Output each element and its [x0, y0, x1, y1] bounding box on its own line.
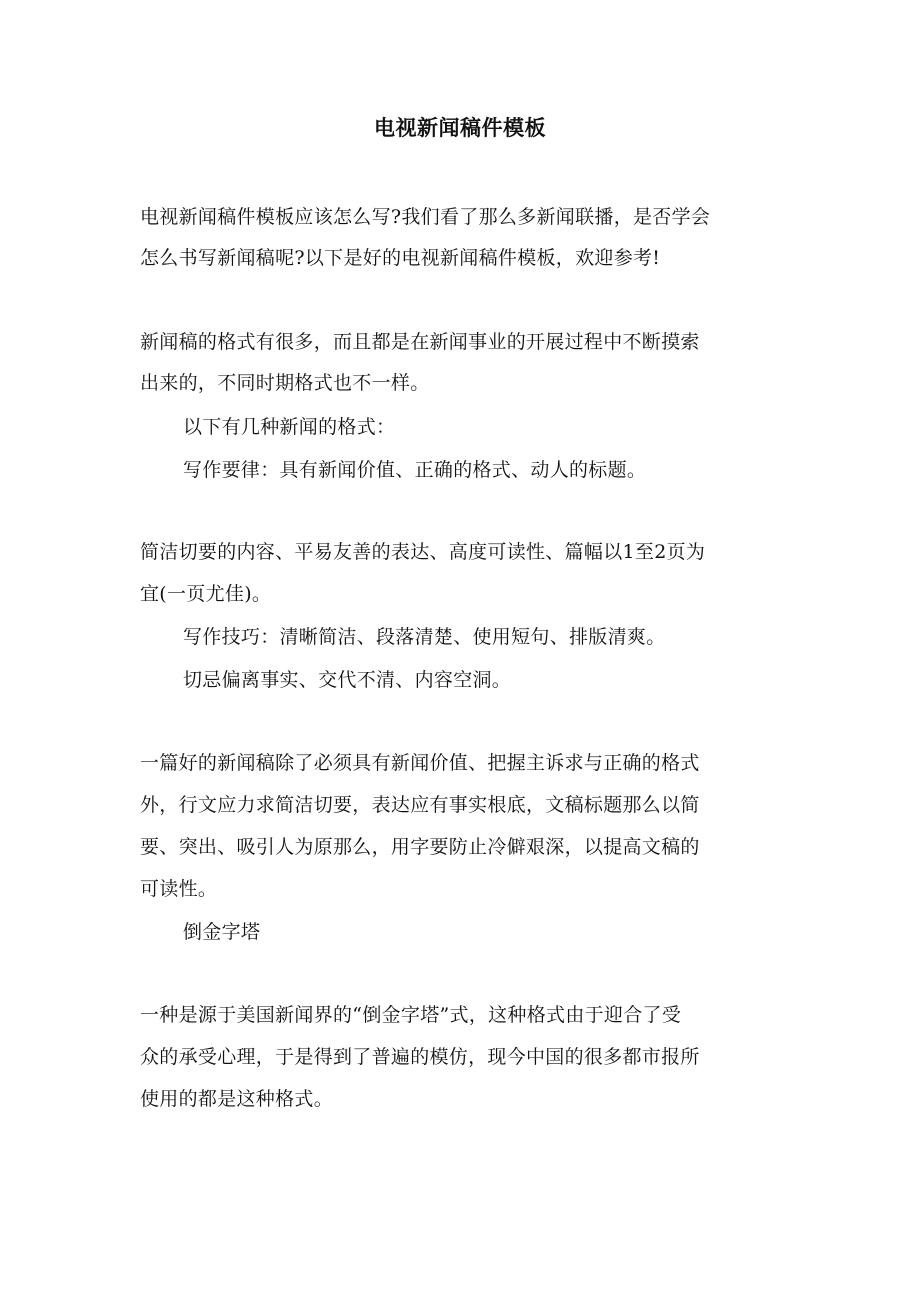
text-line: 一篇好的新闻稿除了必须具有新闻价值、把握主诉求与正确的格式: [140, 752, 700, 774]
text-line: 以下有几种新闻的格式：: [183, 416, 396, 438]
text-line: 外，行文应力求简洁切要，表达应有事实根底，文稿标题那么以简: [140, 794, 700, 816]
text-line: 电视新闻稿件模板应该怎么写?我们看了那么多新闻联播，是否学会: [140, 206, 711, 228]
text-line: 可读性。: [140, 878, 218, 900]
text-line: 新闻稿的格式有很多，而且都是在新闻事业的开展过程中不断摸索: [140, 331, 700, 353]
text-line: 写作要律：具有新闻价值、正确的格式、动人的标题。: [183, 459, 647, 481]
text-line: 怎么书写新闻稿呢?以下是好的电视新闻稿件模板，欢迎参考!: [140, 247, 661, 269]
text-line: 倒金字塔: [183, 921, 261, 943]
text-line: 使用的都是这种格式。: [140, 1088, 334, 1110]
text-line: 写作技巧：清晰简洁、段落清楚、使用短句、排版清爽。: [183, 626, 666, 648]
text-line: 一种是源于美国新闻界的“倒金字塔”式，这种格式由于迎合了受: [140, 1004, 682, 1026]
text-line: 宜(一页尤佳)。: [140, 583, 272, 605]
text-line: 众的承受心理，于是得到了普遍的模仿，现今中国的很多都市报所: [140, 1046, 700, 1068]
text-line: 简洁切要的内容、平易友善的表达、高度可读性、篇幅以1至2页为: [140, 541, 706, 563]
page-title: 电视新闻稿件模板: [374, 116, 546, 140]
text-line: 出来的，不同时期格式也不一样。: [140, 372, 430, 394]
text-line: 要、突出、吸引人为原那么，用字要防止冷僻艰深，以提高文稿的: [140, 836, 700, 858]
text-line: 切忌偏离事实、交代不清、内容空洞。: [183, 669, 512, 691]
